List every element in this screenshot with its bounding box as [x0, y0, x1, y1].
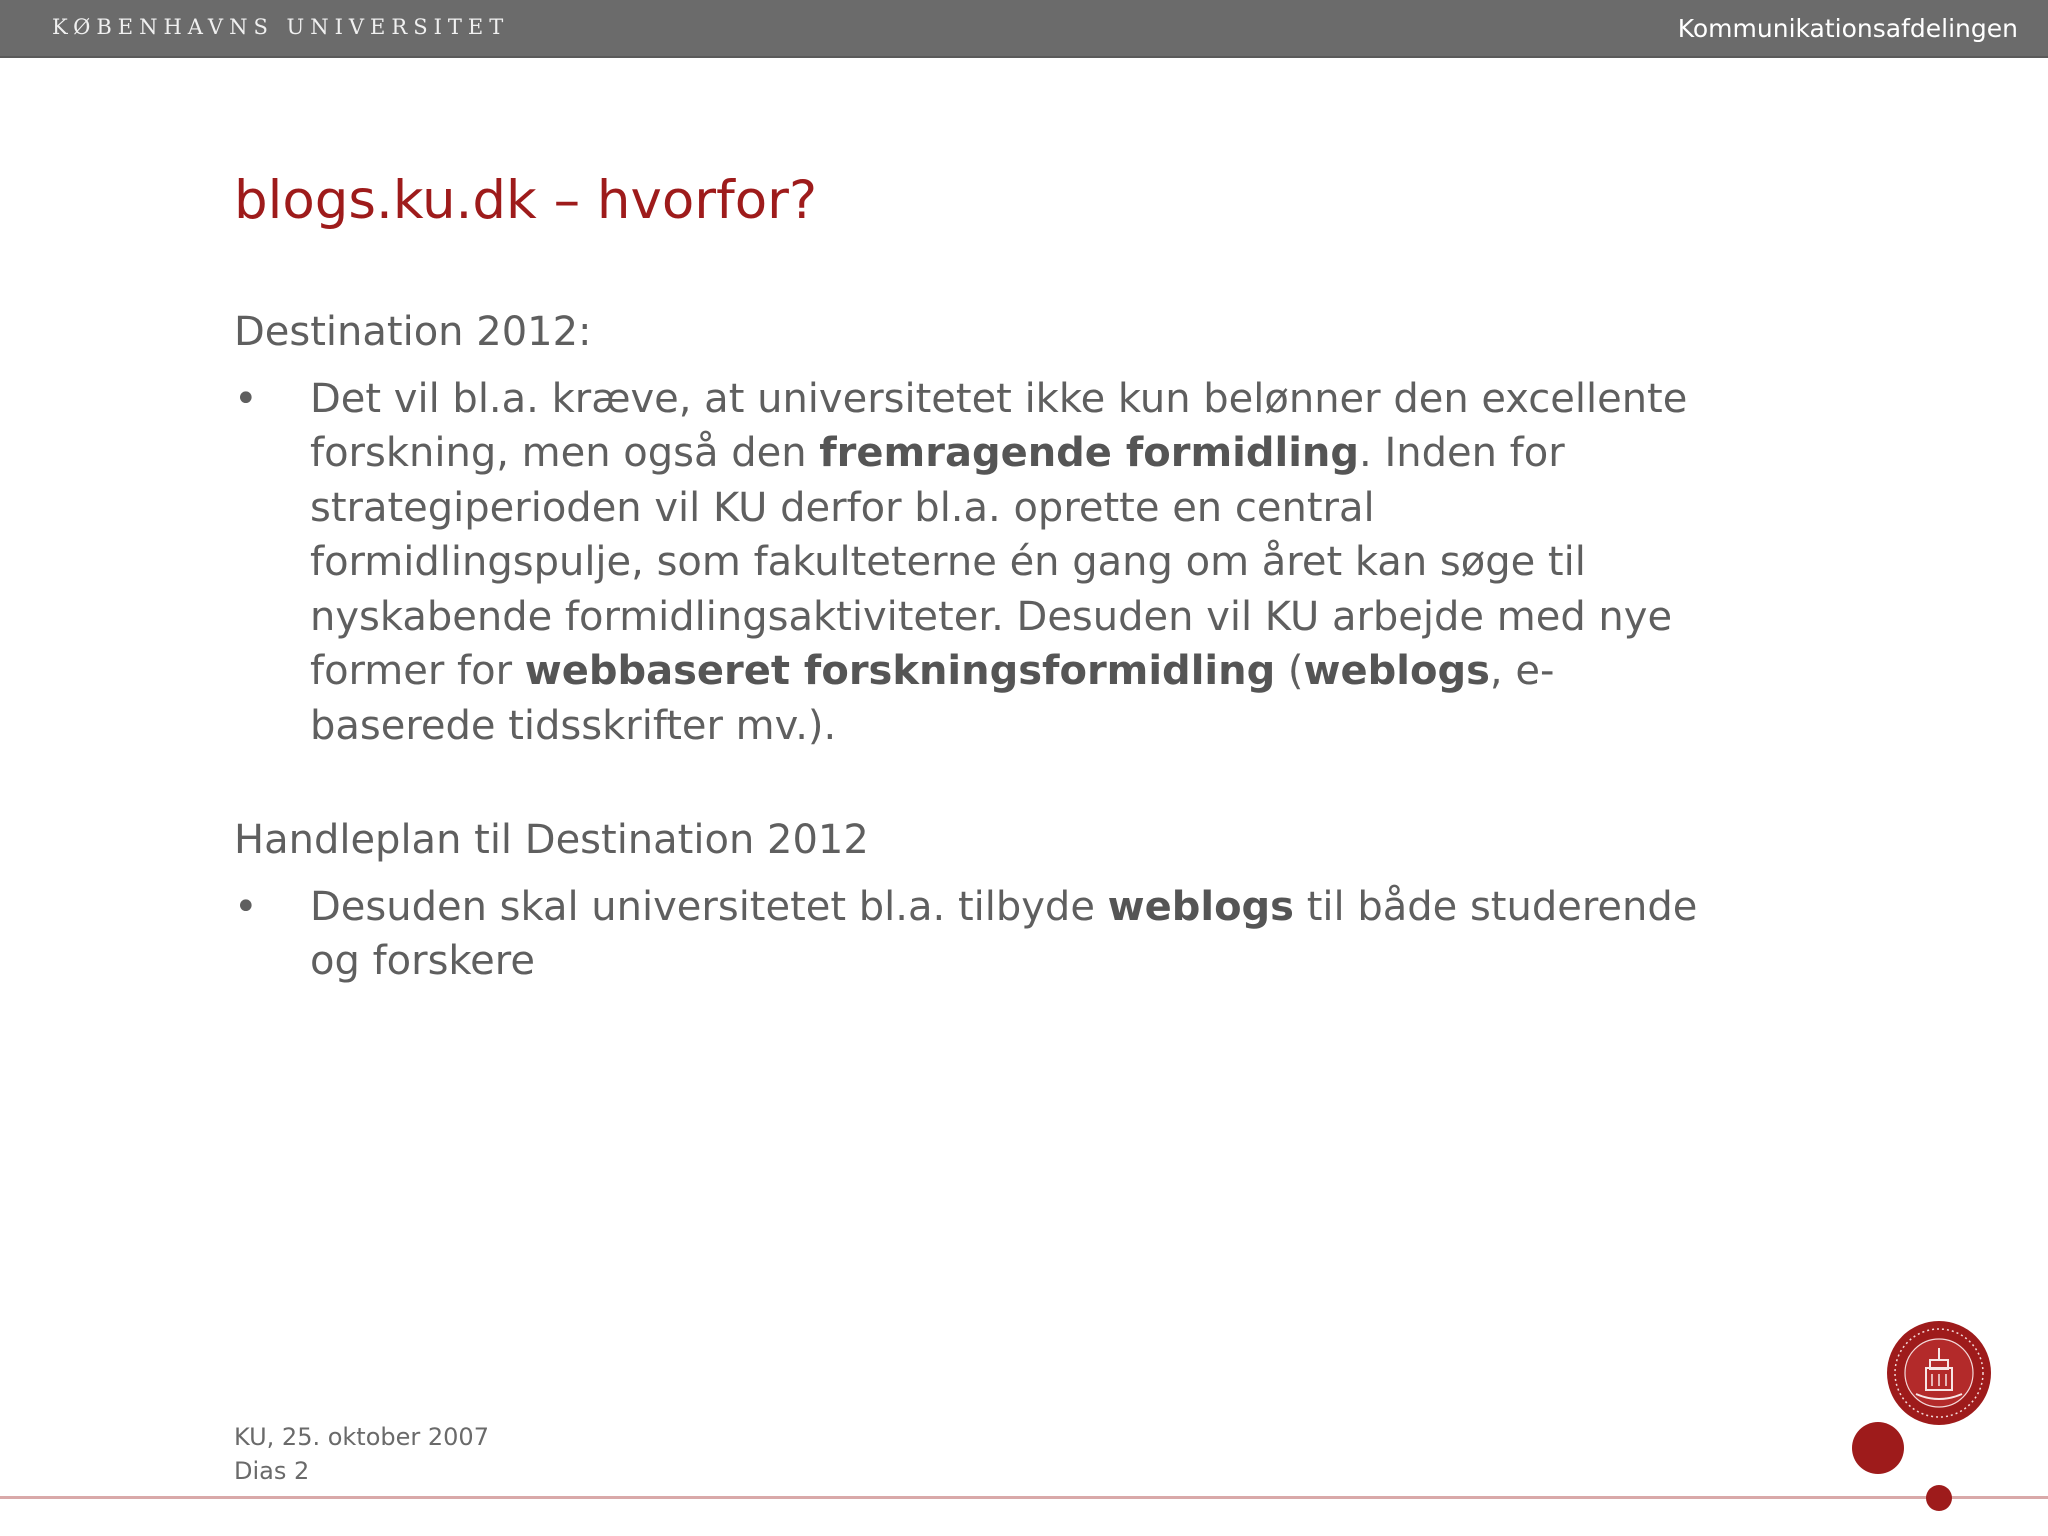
- bullet-icon: •: [234, 883, 258, 930]
- bullet-text-bold: weblogs: [1303, 648, 1490, 694]
- section-handleplan: [234, 813, 1714, 989]
- footer-divider: [0, 1496, 2048, 1499]
- bullet-icon: •: [234, 375, 258, 422]
- decorative-dot-small: [1926, 1485, 1952, 1511]
- section-heading: Destination 2012:: [234, 309, 592, 355]
- slide-title: blogs.ku.dk – hvorfor?: [234, 170, 818, 231]
- bullet-item: [234, 372, 1714, 754]
- footer-date: KU, 25. oktober 2007: [234, 1423, 489, 1451]
- bullet-text-part: (: [1275, 648, 1304, 694]
- slide-footer: [234, 1420, 489, 1488]
- bullet-text-part: til både studerende og forskere: [310, 883, 1698, 984]
- header-bar: [0, 0, 2048, 58]
- section-destination-2012: [234, 305, 1714, 753]
- decorative-dot-large: [1852, 1422, 1904, 1474]
- bullet-text-bold: fremragende formidling: [819, 430, 1360, 476]
- slide-content: [234, 305, 1714, 989]
- bullet-text-part: . Inden for strategiperioden vil KU derfor bl.a. oprette en central formidlingspulje, som fakulteterne én gang om året kan søge til nyskabende formidlingsaktiviteter. Desuden vil KU arbejde med nye former for: [310, 430, 1673, 694]
- institution-name: KØBENHAVNS UNIVERSITET: [52, 15, 510, 39]
- bullet-text-bold: webbaseret forskningsformidling: [524, 648, 1276, 694]
- bullet-text: [310, 884, 1697, 985]
- bullet-text-part: , e-baserede tidsskrifter mv.).: [310, 648, 1555, 749]
- bullet-text: [310, 376, 1687, 749]
- section-heading: Handleplan til Destination 2012: [234, 817, 869, 863]
- university-seal-icon: [1886, 1320, 1992, 1426]
- bullet-text-part: Det vil bl.a. kræve, at universitetet ikke kun belønner den excellente forskning, men også den: [310, 375, 1688, 476]
- bullet-text-part: Desuden skal universitetet bl.a. tilbyde: [310, 883, 1108, 930]
- footer-slide-number: Dias 2: [234, 1457, 310, 1485]
- department-name: Kommunikationsafdelingen: [1677, 14, 2018, 43]
- bullet-text-bold: weblogs: [1107, 883, 1294, 930]
- section-spacer: [234, 753, 1714, 813]
- bullet-item: [234, 880, 1714, 989]
